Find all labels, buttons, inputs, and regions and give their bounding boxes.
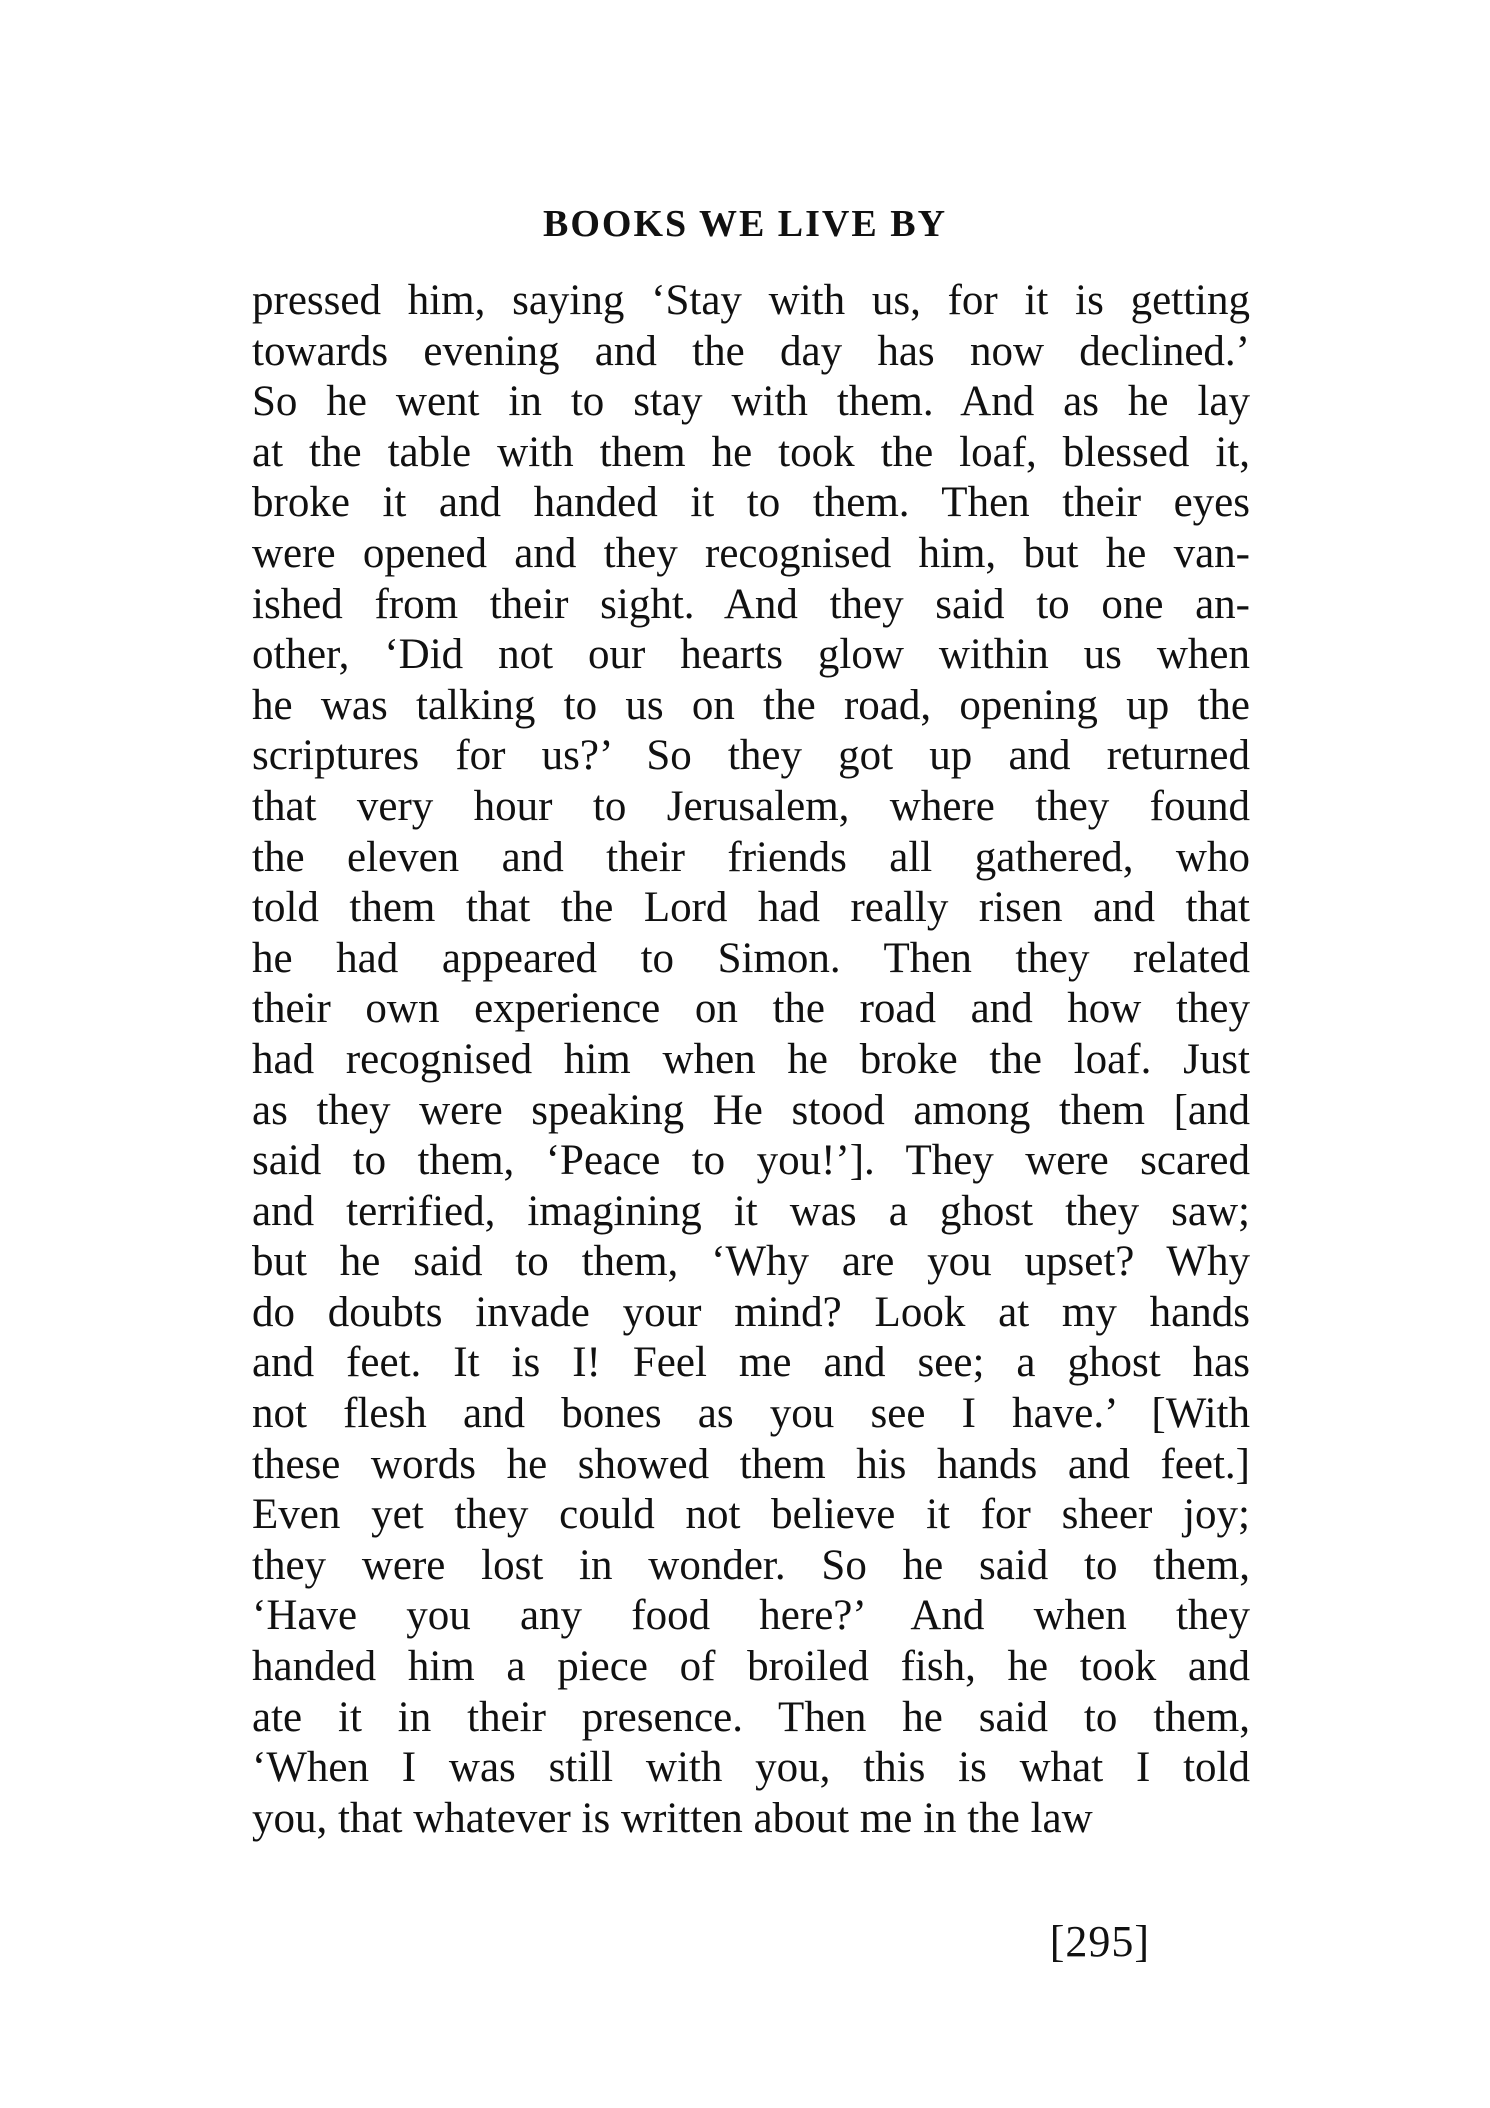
text-line: do doubts invade your mind? Look at my hands [252,1288,1250,1336]
text-line: you, that whatever is written about me in the law [252,1794,1093,1842]
text-line: their own experience on the road and how they [252,985,1250,1033]
text-line: towards evening and the day has now declined.’ [252,327,1250,375]
text-line: at the table with them he took the loaf, blessed it, [252,428,1250,476]
text-line: Even yet they could not believe it for sheer joy; [252,1491,1250,1539]
text-line: ‘Have you any food here?’ And when they [252,1592,1250,1640]
text-line: handed him a piece of broiled fish, he took and [252,1643,1250,1691]
text-line: said to them, ‘Peace to you!’]. They were scared [252,1137,1250,1185]
text-line: and terrified, imagining it was a ghost they saw; [252,1187,1250,1235]
text-line: and feet. It is I! Feel me and see; a ghost has [252,1339,1250,1387]
text-line: not flesh and bones as you see I have.’ [With [252,1390,1250,1438]
text-line: they were lost in wonder. So he said to them, [252,1541,1250,1589]
text-line: ate it in their presence. Then he said to them, [252,1693,1250,1741]
text-line: he had appeared to Simon. Then they related [252,934,1250,982]
text-line: scriptures for us?’ So they got up and returned [252,732,1250,780]
text-line: told them that the Lord had really risen and that [252,884,1250,932]
text-line: he was talking to us on the road, opening up the [252,681,1250,729]
text-line: pressed him, saying ‘Stay with us, for it is getting [252,277,1250,324]
text-line: these words he showed them his hands and feet.] [252,1440,1250,1488]
text-line: other, ‘Did not our hearts glow within us when [252,631,1250,679]
text-line: that very hour to Jerusalem, where they found [252,782,1250,830]
text-line: broke it and handed it to them. Then their eyes [252,479,1250,527]
text-line: So he went in to stay with them. And as he lay [252,378,1250,426]
page-number: [295] [1049,1917,1150,1966]
running-head: BOOKS WE LIVE BY [542,203,948,245]
text-line: were opened and they recognised him, but he van- [252,529,1250,577]
text-line: had recognised him when he broke the loaf. Just [252,1035,1250,1083]
body-text [252,276,1250,1844]
text-line: the eleven and their friends all gathered, who [252,833,1250,881]
text-line: as they were speaking He stood among them [and [252,1086,1250,1134]
text-line: but he said to them, ‘Why are you upset? Why [252,1238,1250,1286]
text-line: ished from their sight. And they said to one an- [252,580,1250,628]
text-line: ‘When I was still with you, this is what I told [252,1744,1250,1792]
